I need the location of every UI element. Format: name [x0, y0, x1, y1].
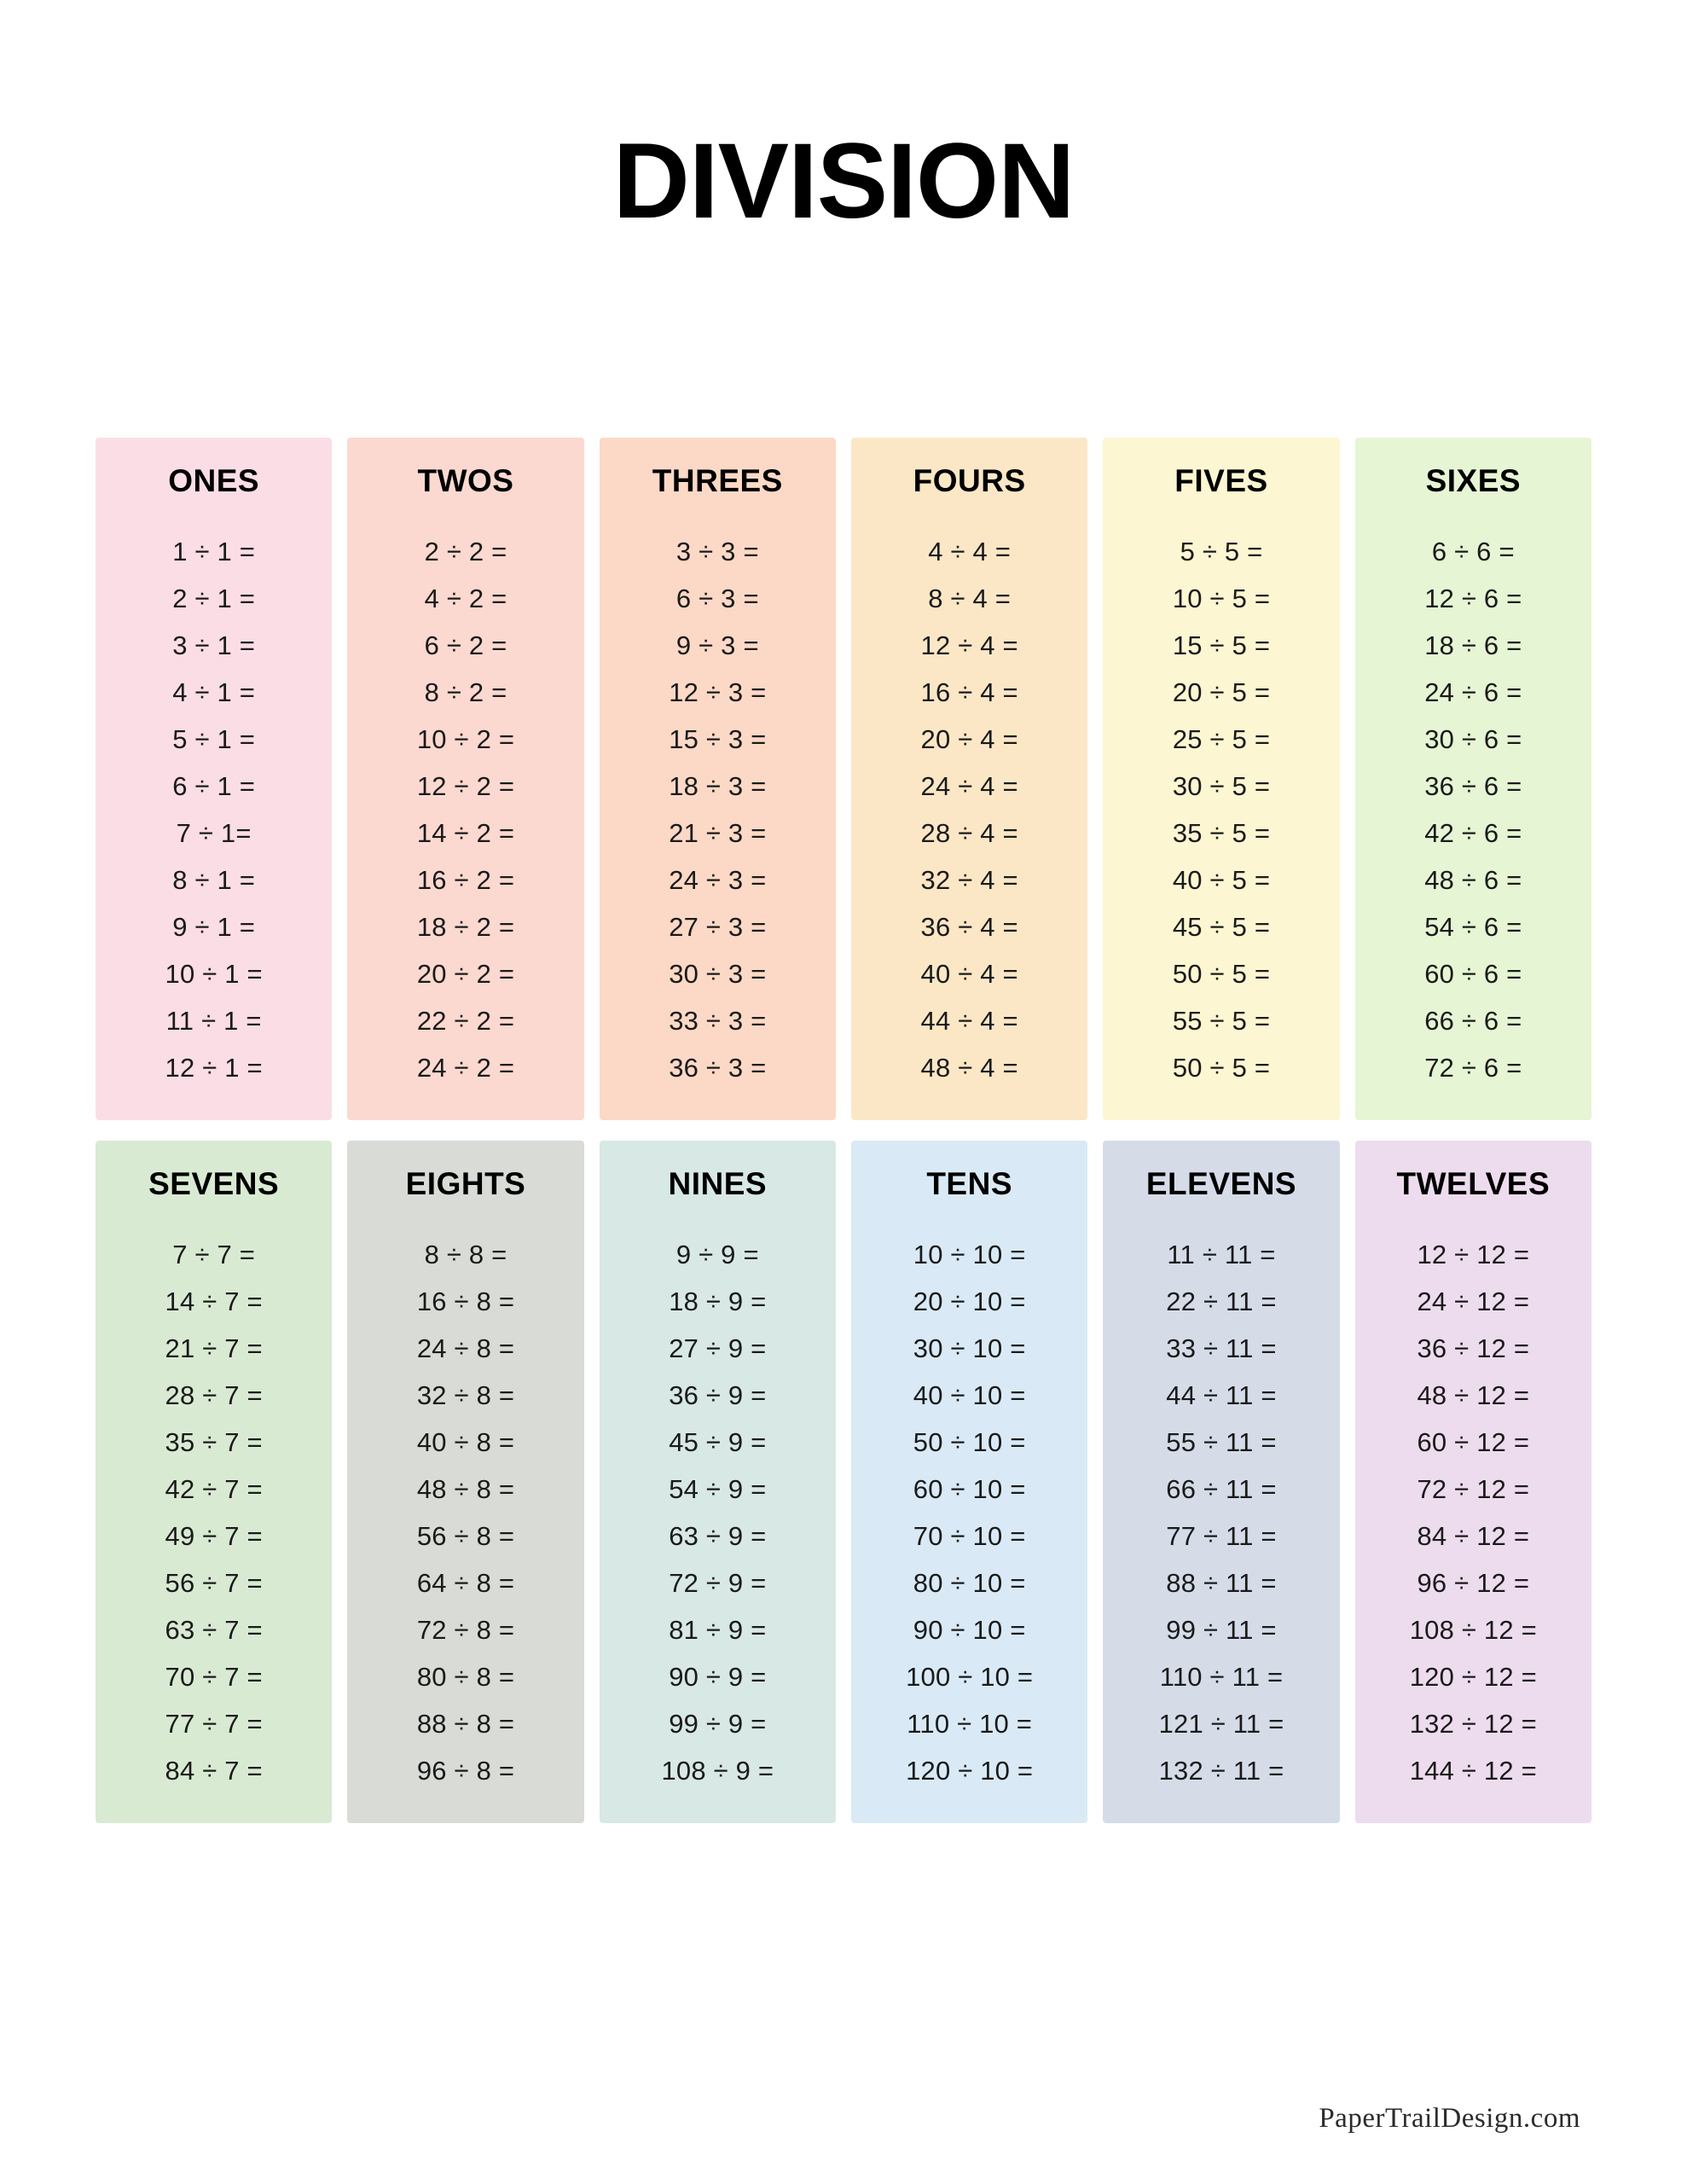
division-problem: 40 ÷ 8 =: [416, 1427, 515, 1457]
division-problem: 18 ÷ 3 =: [669, 771, 767, 801]
division-problem: 4 ÷ 4 =: [928, 537, 1012, 566]
division-problem: 36 ÷ 4 =: [920, 912, 1018, 942]
division-problem: 50 ÷ 10 =: [913, 1427, 1026, 1457]
division-problem: 8 ÷ 8 =: [424, 1240, 507, 1269]
division-problem: 24 ÷ 4 =: [920, 771, 1018, 801]
page-title: DIVISION: [612, 122, 1075, 241]
division-problem: 90 ÷ 10 =: [913, 1615, 1026, 1645]
division-problem: 50 ÷ 5 =: [1172, 1053, 1271, 1083]
division-problem: 24 ÷ 3 =: [669, 865, 767, 895]
division-problem: 28 ÷ 7 =: [165, 1380, 263, 1410]
division-problem: 24 ÷ 8 =: [416, 1333, 515, 1363]
division-problem: 20 ÷ 10 =: [913, 1287, 1026, 1316]
division-problem: 14 ÷ 2 =: [416, 818, 515, 848]
division-problem: 3 ÷ 3 =: [675, 537, 759, 566]
division-problem: 18 ÷ 6 =: [1424, 630, 1522, 660]
division-problem: 22 ÷ 2 =: [416, 1006, 515, 1036]
division-problem: 120 ÷ 12 =: [1409, 1662, 1537, 1692]
division-problem: 8 ÷ 2 =: [424, 677, 507, 707]
division-problem: 132 ÷ 11 =: [1158, 1756, 1284, 1786]
division-problem: 72 ÷ 9 =: [669, 1568, 767, 1598]
division-problem: 18 ÷ 9 =: [669, 1287, 767, 1316]
division-problem: 6 ÷ 2 =: [424, 630, 507, 660]
division-problem: 12 ÷ 12 =: [1417, 1240, 1530, 1269]
division-problem: 44 ÷ 11 =: [1166, 1380, 1277, 1410]
division-problem: 10 ÷ 5 =: [1172, 584, 1271, 613]
column-rows: [860, 528, 1079, 1091]
division-problem: 56 ÷ 8 =: [416, 1521, 515, 1551]
division-problem: 40 ÷ 5 =: [1172, 865, 1271, 895]
division-problem: 48 ÷ 6 =: [1424, 865, 1522, 895]
division-problem: 9 ÷ 3 =: [675, 630, 759, 660]
division-problem: 20 ÷ 4 =: [920, 724, 1018, 754]
division-problem: 12 ÷ 6 =: [1424, 584, 1522, 613]
division-columns-grid: [96, 438, 1591, 1823]
division-problem: 6 ÷ 3 =: [675, 584, 759, 613]
division-column: [1103, 438, 1339, 1120]
division-problem: 81 ÷ 9 =: [669, 1615, 767, 1645]
division-problem: 36 ÷ 6 =: [1424, 771, 1522, 801]
division-problem: 108 ÷ 9 =: [661, 1756, 774, 1786]
division-problem: 49 ÷ 7 =: [165, 1521, 263, 1551]
division-problem: 66 ÷ 11 =: [1166, 1474, 1277, 1504]
division-problem: 14 ÷ 7 =: [165, 1287, 263, 1316]
division-problem: 6 ÷ 1 =: [172, 771, 256, 801]
division-problem: 30 ÷ 10 =: [913, 1333, 1026, 1363]
division-problem: 120 ÷ 10 =: [906, 1756, 1034, 1786]
division-problem: 2 ÷ 1 =: [172, 584, 256, 613]
division-problem: 63 ÷ 7 =: [165, 1615, 263, 1645]
division-problem: 66 ÷ 6 =: [1424, 1006, 1522, 1036]
division-problem: 80 ÷ 8 =: [416, 1662, 515, 1692]
division-problem: 11 ÷ 11 =: [1167, 1240, 1276, 1269]
division-problem: 84 ÷ 12 =: [1417, 1521, 1530, 1551]
division-problem: 45 ÷ 5 =: [1172, 912, 1271, 942]
column-title: FOURS: [913, 463, 1026, 498]
column-rows: [1364, 1231, 1583, 1794]
division-problem: 55 ÷ 5 =: [1172, 1006, 1271, 1036]
division-problem: 12 ÷ 4 =: [920, 630, 1018, 660]
division-problem: 10 ÷ 10 =: [913, 1240, 1026, 1269]
division-problem: 32 ÷ 8 =: [416, 1380, 515, 1410]
division-problem: 12 ÷ 3 =: [669, 677, 767, 707]
division-column: [96, 1141, 332, 1823]
division-problem: 42 ÷ 6 =: [1424, 818, 1522, 848]
division-problem: 121 ÷ 11 =: [1158, 1709, 1284, 1739]
site-credit: PaperTrailDesign.com: [1319, 2103, 1580, 2134]
division-problem: 18 ÷ 2 =: [416, 912, 515, 942]
division-column: [1103, 1141, 1339, 1823]
division-problem: 27 ÷ 3 =: [669, 912, 767, 942]
division-problem: 77 ÷ 7 =: [165, 1709, 263, 1739]
division-problem: 144 ÷ 12 =: [1409, 1756, 1537, 1786]
division-problem: 8 ÷ 1 =: [172, 865, 256, 895]
division-problem: 9 ÷ 9 =: [675, 1240, 759, 1269]
division-problem: 20 ÷ 2 =: [416, 959, 515, 989]
division-problem: 16 ÷ 2 =: [416, 865, 515, 895]
division-problem: 48 ÷ 12 =: [1417, 1380, 1530, 1410]
division-problem: 1 ÷ 1 =: [172, 537, 256, 566]
division-problem: 70 ÷ 10 =: [913, 1521, 1026, 1551]
division-problem: 50 ÷ 5 =: [1172, 959, 1271, 989]
division-problem: 54 ÷ 6 =: [1424, 912, 1522, 942]
column-title: ELEVENS: [1145, 1166, 1297, 1201]
column-title: FIVES: [1174, 463, 1268, 498]
division-problem: 21 ÷ 3 =: [669, 818, 767, 848]
column-rows: [356, 528, 575, 1091]
division-problem: 28 ÷ 4 =: [920, 818, 1018, 848]
division-problem: 25 ÷ 5 =: [1172, 724, 1271, 754]
division-problem: 88 ÷ 8 =: [416, 1709, 515, 1739]
column-title: SIXES: [1425, 463, 1522, 498]
division-problem: 27 ÷ 9 =: [669, 1333, 767, 1363]
division-problem: 16 ÷ 4 =: [920, 677, 1018, 707]
division-problem: 48 ÷ 4 =: [920, 1053, 1018, 1083]
division-problem: 11 ÷ 1 =: [165, 1006, 262, 1036]
division-problem: 42 ÷ 7 =: [165, 1474, 263, 1504]
division-problem: 40 ÷ 4 =: [920, 959, 1018, 989]
column-rows: [1364, 528, 1583, 1091]
division-column: [1355, 1141, 1591, 1823]
division-problem: 24 ÷ 6 =: [1424, 677, 1522, 707]
column-title: SEVENS: [148, 1166, 280, 1201]
division-problem: 2 ÷ 2 =: [424, 537, 507, 566]
division-problem: 44 ÷ 4 =: [920, 1006, 1018, 1036]
column-rows: [356, 1231, 575, 1794]
division-problem: 40 ÷ 10 =: [913, 1380, 1026, 1410]
column-rows: [608, 528, 827, 1091]
division-problem: 21 ÷ 7 =: [165, 1333, 263, 1363]
division-problem: 3 ÷ 1 =: [172, 630, 256, 660]
division-problem: 63 ÷ 9 =: [669, 1521, 767, 1551]
column-title: TENS: [926, 1166, 1012, 1201]
division-column: [96, 438, 332, 1120]
division-column: [347, 438, 583, 1120]
division-column: [851, 1141, 1087, 1823]
division-problem: 60 ÷ 12 =: [1417, 1427, 1530, 1457]
column-rows: [104, 528, 323, 1091]
division-problem: 99 ÷ 9 =: [669, 1709, 767, 1739]
division-problem: 36 ÷ 9 =: [669, 1380, 767, 1410]
division-problem: 72 ÷ 8 =: [416, 1615, 515, 1645]
division-problem: 54 ÷ 9 =: [669, 1474, 767, 1504]
division-problem: 110 ÷ 11 =: [1159, 1662, 1284, 1692]
division-problem: 5 ÷ 5 =: [1180, 537, 1263, 566]
division-problem: 55 ÷ 11 =: [1166, 1427, 1277, 1457]
division-problem: 60 ÷ 6 =: [1424, 959, 1522, 989]
division-problem: 48 ÷ 8 =: [416, 1474, 515, 1504]
division-problem: 33 ÷ 11 =: [1166, 1333, 1277, 1363]
division-problem: 77 ÷ 11 =: [1166, 1521, 1277, 1551]
division-problem: 84 ÷ 7 =: [165, 1756, 263, 1786]
division-problem: 30 ÷ 5 =: [1172, 771, 1271, 801]
division-problem: 56 ÷ 7 =: [165, 1568, 263, 1598]
division-problem: 90 ÷ 9 =: [669, 1662, 767, 1692]
division-problem: 30 ÷ 3 =: [669, 959, 767, 989]
division-problem: 24 ÷ 12 =: [1417, 1287, 1530, 1316]
column-title: EIGHTS: [405, 1166, 526, 1201]
division-problem: 60 ÷ 10 =: [913, 1474, 1026, 1504]
division-problem: 35 ÷ 7 =: [165, 1427, 263, 1457]
column-rows: [1111, 1231, 1330, 1794]
division-problem: 4 ÷ 2 =: [424, 584, 507, 613]
division-problem: 132 ÷ 12 =: [1409, 1709, 1537, 1739]
division-problem: 110 ÷ 10 =: [907, 1709, 1033, 1739]
column-rows: [1111, 528, 1330, 1091]
division-problem: 7 ÷ 1=: [176, 818, 252, 848]
division-problem: 72 ÷ 12 =: [1417, 1474, 1530, 1504]
division-problem: 80 ÷ 10 =: [913, 1568, 1026, 1598]
division-column: [851, 438, 1087, 1120]
column-title: TWOS: [417, 463, 514, 498]
division-problem: 22 ÷ 11 =: [1166, 1287, 1277, 1316]
division-column: [347, 1141, 583, 1823]
column-title: THREES: [652, 463, 783, 498]
division-problem: 12 ÷ 2 =: [416, 771, 515, 801]
division-problem: 9 ÷ 1 =: [172, 912, 256, 942]
division-problem: 10 ÷ 1 =: [165, 959, 263, 989]
division-problem: 30 ÷ 6 =: [1424, 724, 1522, 754]
division-problem: 99 ÷ 11 =: [1166, 1615, 1277, 1645]
division-problem: 36 ÷ 3 =: [669, 1053, 767, 1083]
division-problem: 16 ÷ 8 =: [416, 1287, 515, 1316]
division-problem: 12 ÷ 1 =: [165, 1053, 263, 1083]
division-problem: 96 ÷ 12 =: [1417, 1568, 1530, 1598]
division-problem: 96 ÷ 8 =: [416, 1756, 515, 1786]
division-problem: 32 ÷ 4 =: [920, 865, 1018, 895]
division-problem: 8 ÷ 4 =: [928, 584, 1012, 613]
column-rows: [860, 1231, 1079, 1794]
division-problem: 72 ÷ 6 =: [1424, 1053, 1522, 1083]
division-problem: 64 ÷ 8 =: [416, 1568, 515, 1598]
division-problem: 15 ÷ 5 =: [1172, 630, 1271, 660]
division-problem: 24 ÷ 2 =: [416, 1053, 515, 1083]
division-problem: 20 ÷ 5 =: [1172, 677, 1271, 707]
division-problem: 5 ÷ 1 =: [172, 724, 256, 754]
column-rows: [104, 1231, 323, 1794]
division-problem: 15 ÷ 3 =: [669, 724, 767, 754]
column-rows: [608, 1231, 827, 1794]
division-problem: 45 ÷ 9 =: [669, 1427, 767, 1457]
division-problem: 33 ÷ 3 =: [669, 1006, 767, 1036]
column-title: TWELVES: [1396, 1166, 1551, 1201]
division-problem: 10 ÷ 2 =: [416, 724, 515, 754]
column-title: ONES: [168, 463, 260, 498]
division-problem: 108 ÷ 12 =: [1409, 1615, 1537, 1645]
division-problem: 6 ÷ 6 =: [1431, 537, 1515, 566]
division-problem: 36 ÷ 12 =: [1417, 1333, 1530, 1363]
division-problem: 88 ÷ 11 =: [1166, 1568, 1277, 1598]
division-problem: 35 ÷ 5 =: [1172, 818, 1271, 848]
division-column: [600, 1141, 836, 1823]
division-problem: 7 ÷ 7 =: [172, 1240, 256, 1269]
division-column: [1355, 438, 1591, 1120]
division-column: [600, 438, 836, 1120]
division-problem: 100 ÷ 10 =: [906, 1662, 1034, 1692]
division-problem: 4 ÷ 1 =: [172, 677, 256, 707]
division-problem: 70 ÷ 7 =: [165, 1662, 263, 1692]
column-title: NINES: [668, 1166, 768, 1201]
